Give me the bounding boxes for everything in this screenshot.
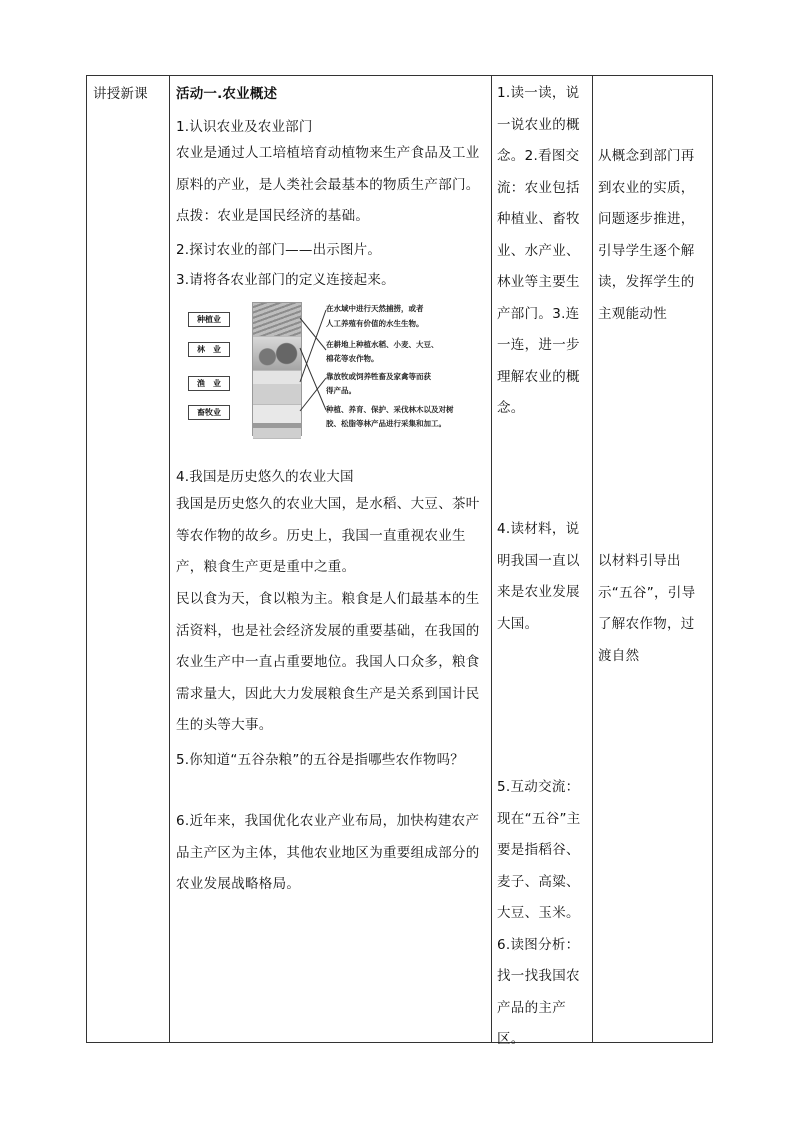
desc-husbandry-1: 靠放牧或饲养牲畜及家禽等而获 (326, 372, 431, 381)
content-cell (170, 76, 492, 1043)
item2-text: 2.探讨农业的部门——出示图片。 (176, 242, 382, 258)
design-intent-1: 从概念到部门再到农业的实质，问题逐步推进，引导学生逐个解读，发挥学生的主观能动性 (598, 148, 695, 322)
design-intent-2: 以材料引导出示“五谷”，引导了解农作物，过渡自然 (598, 553, 696, 664)
item4-paragraph-1: 我国是历史悠久的农业大国，是水稻、大豆、茶叶等农作物的故乡。历史上，我国一直重视农业生产，粮食生产更是重中之重。 (176, 496, 480, 575)
item4-title: 4.我国是历史悠久的农业大国 (176, 469, 354, 485)
connector-line (300, 378, 326, 411)
label-fishery: 渔 业 (188, 376, 230, 391)
section-label: 讲授新课 (93, 86, 148, 102)
desc-forestry-2: 胶、松脂等林产品进行采集和加工。 (326, 419, 446, 428)
student-activity-cell (492, 76, 593, 1047)
desc-forestry-1: 种植、养育、保护、采伐林木以及对树 (326, 405, 454, 414)
item3-text: 3.请将各农业部门的定义连接起来。 (176, 272, 395, 288)
item1-title: 1.认识农业及农业部门 (176, 119, 313, 135)
lesson-plan-table (86, 75, 713, 1047)
item1-paragraph: 农业是通过人工培植培育动植物来生产食品及工业原料的产业，是人类社会最基本的物质生产部门。点拨：农业是国民经济的基础。 (176, 145, 480, 224)
connector-line (300, 310, 326, 382)
desc-fishery-2: 人工养殖有价值的水生生物。 (326, 319, 424, 328)
desc-planting-1: 在耕地上种植水稻、小麦、大豆、 (326, 340, 439, 349)
item4-paragraph-2: 民以食为天，食以粮为主。粮食是人们最基本的生活资料，也是社会经济发展的重要基础，在我国的农业生产中一直占重要地位。我国人口众多，粮食需求量大，因此大力发展粮食生产是关系到国计民生的头等大事。 (176, 591, 480, 733)
item5-text: 5.你知道“五谷杂粮”的五谷是指哪些农作物吗？ (176, 752, 464, 768)
student-activity-1: 1.读一读，说一说农业的概念。2.看图交流：农业包括种植业、畜牧业、水产业、林业等主要生产部门。3.连一连，进一步理解农业的概念。 (497, 85, 580, 416)
desc-husbandry-2: 得产品。 (326, 386, 356, 395)
desc-fishery-1: 在水域中进行天然捕捞，或者 (326, 304, 424, 313)
activity-title: 活动一.农业概述 (176, 86, 278, 102)
student-activity-2: 4.读材料，说明我国一直以来是农业发展大国。 (497, 521, 580, 632)
student-activity-3: 5.互动交流：现在“五谷”主要是指稻谷、麦子、高粱、大豆、玉米。6.读图分析：找一找我国农产品的主产区。 (497, 779, 581, 1047)
label-forestry: 林 业 (188, 342, 230, 357)
agriculture-sectors-diagram (188, 300, 478, 436)
desc-planting-2: 棉花等农作物。 (326, 354, 379, 363)
design-intent-cell (593, 76, 713, 1043)
section-label-cell (87, 76, 170, 1043)
connector-line (300, 348, 326, 410)
item6-paragraph: 6.近年来，我国优化农业产业布局，加快构建农产品主产区为主体，其他农业地区为重要组成部分的农业发展战略格局。 (176, 813, 480, 892)
label-planting: 种植业 (188, 312, 230, 327)
label-husbandry: 畜牧业 (188, 405, 230, 420)
